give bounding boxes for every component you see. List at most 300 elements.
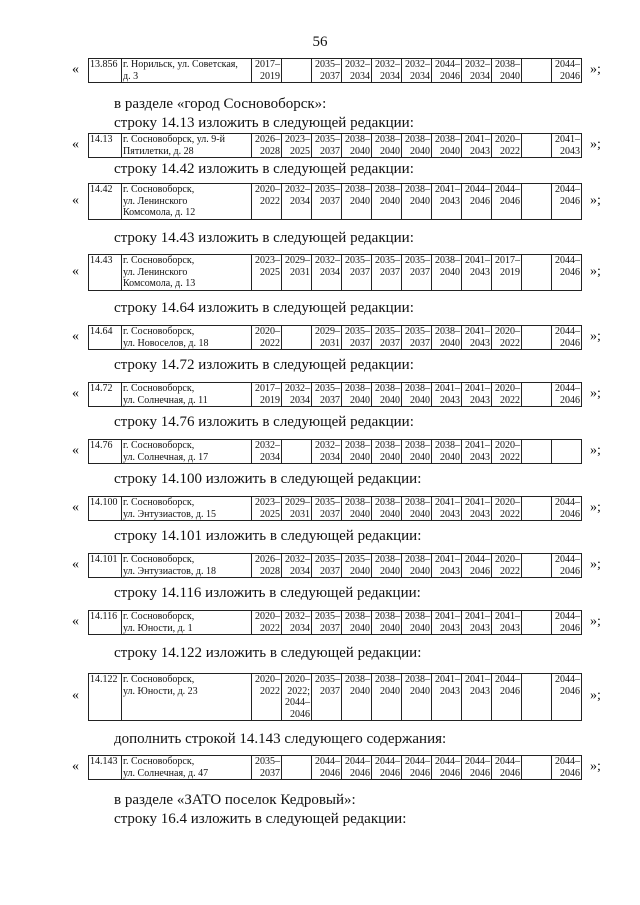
- period-part: 2020–: [255, 611, 280, 622]
- period-part: 2040: [410, 451, 430, 463]
- period-cell: [312, 554, 342, 578]
- period-part: 2041–: [495, 611, 520, 622]
- period-cell: [492, 383, 522, 407]
- period-cell: [552, 497, 582, 521]
- period-part: 2040: [410, 394, 430, 406]
- period-part: 2025: [260, 508, 280, 520]
- period-part: 2022: [500, 337, 520, 349]
- period-part: 2038–: [405, 134, 430, 145]
- period-part: 2040: [380, 195, 400, 207]
- closing-quote: »;: [590, 385, 601, 401]
- period-part: 2046: [560, 767, 580, 779]
- period-cell: [552, 59, 582, 83]
- closing-quote: »;: [590, 613, 601, 629]
- address-line: г. Сосновоборск, ул. 9-й: [123, 134, 225, 145]
- period-part: 2043: [470, 266, 490, 278]
- address-line: г. Сосновоборск,: [123, 554, 195, 565]
- period-cell: [492, 611, 522, 635]
- period-cell: [432, 255, 462, 291]
- period-cell: [492, 326, 522, 350]
- period-cell: [402, 59, 432, 83]
- period-part: 2044–: [555, 383, 580, 394]
- table-row: [89, 255, 582, 291]
- address-line: ул. Солнечная, д. 47: [123, 767, 209, 779]
- period-part: 2037: [320, 508, 340, 520]
- period-cell: [312, 674, 342, 721]
- period-cell: [372, 554, 402, 578]
- amendment-table: [88, 133, 582, 158]
- period-part: 2038–: [405, 383, 430, 394]
- address-line: ул. Энтузиастов, д. 18: [123, 565, 216, 577]
- period-part: 2028: [260, 565, 280, 577]
- period-part: 2034: [380, 70, 400, 82]
- period-part: 2043: [470, 685, 490, 697]
- period-part: 2046: [500, 685, 520, 697]
- period-part: 2017–: [255, 383, 280, 394]
- address-cell: [122, 554, 252, 578]
- period-part: 2020–: [495, 440, 520, 451]
- period-part: 2017–: [255, 59, 280, 70]
- period-part: 2031: [290, 266, 310, 278]
- period-part: 2040: [410, 145, 430, 157]
- period-part: 2040: [410, 508, 430, 520]
- period-part: 2038–: [345, 440, 370, 451]
- period-cell: [462, 674, 492, 721]
- period-part: 2038–: [345, 184, 370, 195]
- period-part: 2034: [320, 266, 340, 278]
- period-part: 2022: [500, 394, 520, 406]
- period-part: 2038–: [375, 674, 400, 685]
- amendment-table: [88, 610, 582, 635]
- period-part: 2038–: [375, 497, 400, 508]
- period-part: 2040: [350, 451, 370, 463]
- closing-quote: »;: [590, 556, 601, 572]
- address-line: Пятилетки, д. 28: [123, 145, 194, 157]
- period-cell: [252, 756, 282, 780]
- instruction-text: строку 14.13 изложить в следующей редакции:: [114, 115, 414, 131]
- period-part: 2046: [350, 767, 370, 779]
- amendment-table: [88, 439, 582, 464]
- period-cell: [402, 611, 432, 635]
- amendment-table: [88, 254, 582, 291]
- period-part: 2040: [410, 685, 430, 697]
- period-cell: [312, 611, 342, 635]
- period-part: 2037: [380, 266, 400, 278]
- amendment-table: [88, 553, 582, 578]
- period-part: 2026–: [255, 554, 280, 565]
- period-cell: [522, 134, 552, 158]
- period-part: 2044–: [555, 554, 580, 565]
- opening-quote: «: [72, 136, 79, 152]
- period-part: 2022;: [287, 685, 310, 697]
- period-part: 2046: [290, 708, 310, 720]
- period-part: 2034: [320, 451, 340, 463]
- period-part: 2034: [470, 70, 490, 82]
- period-part: 2037: [320, 195, 340, 207]
- period-part: 2035–: [315, 134, 340, 145]
- period-cell: [402, 756, 432, 780]
- address-cell: [122, 756, 252, 780]
- instruction-text: дополнить строкой 14.143 следующего содержания:: [114, 731, 447, 747]
- period-part: 2044–: [555, 611, 580, 622]
- period-part: 2040: [380, 508, 400, 520]
- period-part: 2038–: [435, 326, 460, 337]
- period-cell: [522, 326, 552, 350]
- address-line: г. Сосновоборск,: [123, 674, 195, 685]
- period-cell: [342, 440, 372, 464]
- period-part: 2035–: [345, 255, 370, 266]
- period-part: 2034: [290, 394, 310, 406]
- period-part: 2032–: [255, 440, 280, 451]
- period-part: 2038–: [405, 554, 430, 565]
- period-cell: [312, 184, 342, 220]
- period-part: 2035–: [405, 255, 430, 266]
- opening-quote: «: [72, 758, 79, 774]
- row-number: 14.116: [89, 611, 122, 635]
- instruction-text: строку 14.116 изложить в следующей редакции:: [114, 585, 421, 601]
- closing-quote: »;: [590, 136, 601, 152]
- period-part: 2025: [260, 266, 280, 278]
- period-cell: [342, 59, 372, 83]
- period-part: 2020–: [495, 383, 520, 394]
- period-part: 2040: [350, 565, 370, 577]
- period-cell: [462, 554, 492, 578]
- period-part: 2031: [290, 508, 310, 520]
- period-part: 2023–: [255, 255, 280, 266]
- opening-quote: «: [72, 442, 79, 458]
- period-cell: [432, 134, 462, 158]
- period-part: 2046: [560, 622, 580, 634]
- period-cell: [432, 184, 462, 220]
- address-line: г. Сосновоборск,: [123, 497, 195, 508]
- period-part: 2046: [560, 565, 580, 577]
- period-part: 2038–: [405, 611, 430, 622]
- opening-quote: «: [72, 385, 79, 401]
- period-part: 2037: [410, 266, 430, 278]
- period-part: 2041–: [435, 554, 460, 565]
- period-part: 2046: [560, 337, 580, 349]
- address-line: г. Сосновоборск,: [123, 326, 195, 337]
- period-part: 2034: [350, 70, 370, 82]
- period-part: 2035–: [345, 554, 370, 565]
- address-cell: [122, 59, 252, 83]
- period-part: 2037: [320, 685, 340, 697]
- period-part: 2032–: [315, 440, 340, 451]
- period-part: 2043: [440, 394, 460, 406]
- period-cell: [252, 383, 282, 407]
- period-part: 2035–: [315, 383, 340, 394]
- address-cell: [122, 611, 252, 635]
- period-part: 2041–: [435, 383, 460, 394]
- period-part: 2043: [470, 622, 490, 634]
- period-part: 2046: [320, 767, 340, 779]
- period-part: 2038–: [435, 255, 460, 266]
- period-cell: [282, 184, 312, 220]
- table-row: [89, 59, 582, 83]
- period-part: 2038–: [375, 184, 400, 195]
- address-line: г. Сосновоборск,: [123, 255, 195, 266]
- closing-quote: »;: [590, 442, 601, 458]
- amendment-table: [88, 58, 582, 83]
- period-part: 2043: [560, 145, 580, 157]
- period-part: 2020–: [285, 674, 310, 685]
- period-cell: [402, 554, 432, 578]
- period-part: 2041–: [435, 611, 460, 622]
- period-cell: [522, 554, 552, 578]
- period-part: 2023–: [285, 134, 310, 145]
- period-cell: [432, 440, 462, 464]
- period-cell: [432, 497, 462, 521]
- period-cell: [552, 440, 582, 464]
- address-line: ул. Ленинского: [123, 266, 188, 278]
- instruction-text: строку 14.100 изложить в следующей редакции:: [114, 471, 422, 487]
- period-cell: [402, 134, 432, 158]
- period-part: 2029–: [285, 497, 310, 508]
- period-cell: [432, 554, 462, 578]
- period-cell: [342, 554, 372, 578]
- address-line: ул. Ленинского: [123, 195, 188, 207]
- period-part: 2038–: [375, 611, 400, 622]
- instruction-text: строку 16.4 изложить в следующей редакции:: [114, 811, 407, 827]
- period-cell: [552, 554, 582, 578]
- period-part: 2019: [500, 266, 520, 278]
- period-cell: [552, 184, 582, 220]
- period-part: 2032–: [375, 59, 400, 70]
- period-cell: [282, 59, 312, 83]
- period-part: 2035–: [255, 756, 280, 767]
- period-part: 2046: [560, 685, 580, 697]
- address-line: д. 3: [123, 70, 139, 82]
- opening-quote: «: [72, 613, 79, 629]
- period-part: 2034: [290, 195, 310, 207]
- address-line: ул. Солнечная, д. 11: [123, 394, 208, 406]
- period-part: 2038–: [345, 383, 370, 394]
- period-cell: [522, 756, 552, 780]
- period-cell: [552, 326, 582, 350]
- period-part: 2046: [560, 508, 580, 520]
- period-part: 2038–: [375, 554, 400, 565]
- period-part: 2020–: [495, 497, 520, 508]
- period-part: 2040: [440, 337, 460, 349]
- period-part: 2040: [350, 508, 370, 520]
- period-cell: [252, 184, 282, 220]
- period-cell: [492, 134, 522, 158]
- period-part: 2046: [440, 70, 460, 82]
- period-part: 2043: [500, 622, 520, 634]
- period-cell: [312, 756, 342, 780]
- period-part: 2034: [410, 70, 430, 82]
- period-part: 2022: [500, 145, 520, 157]
- period-part: 2038–: [405, 440, 430, 451]
- period-part: 2041–: [435, 497, 460, 508]
- period-cell: [372, 59, 402, 83]
- period-part: 2044–: [435, 59, 460, 70]
- period-part: 2040: [350, 145, 370, 157]
- period-cell: [402, 383, 432, 407]
- period-cell: [522, 184, 552, 220]
- address-line: ул. Юности, д. 1: [123, 622, 193, 634]
- period-part: 2020–: [255, 184, 280, 195]
- period-cell: [522, 383, 552, 407]
- period-part: 2040: [380, 622, 400, 634]
- period-part: 2020–: [495, 134, 520, 145]
- period-part: 2046: [440, 767, 460, 779]
- period-part: 2046: [410, 767, 430, 779]
- instruction-text: строку 14.72 изложить в следующей редакции:: [114, 357, 414, 373]
- address-line: г. Сосновоборск,: [123, 440, 195, 451]
- period-part: 2041–: [465, 674, 490, 685]
- period-part: 2046: [500, 195, 520, 207]
- period-cell: [252, 497, 282, 521]
- period-cell: [312, 497, 342, 521]
- period-part: 2038–: [405, 184, 430, 195]
- period-part: 2035–: [315, 674, 340, 685]
- period-part: 2040: [380, 145, 400, 157]
- opening-quote: «: [72, 61, 79, 77]
- period-cell: [522, 440, 552, 464]
- address-cell: [122, 255, 252, 291]
- period-part: 2044–: [345, 756, 370, 767]
- instruction-text: строку 14.64 изложить в следующей редакции:: [114, 300, 414, 316]
- closing-quote: »;: [590, 499, 601, 515]
- period-part: 2034: [260, 451, 280, 463]
- period-cell: [552, 756, 582, 780]
- period-cell: [372, 134, 402, 158]
- closing-quote: »;: [590, 328, 601, 344]
- address-line: г. Сосновоборск,: [123, 756, 195, 767]
- amendment-table: [88, 673, 582, 721]
- period-cell: [432, 611, 462, 635]
- period-part: 2040: [440, 145, 460, 157]
- amendment-table: [88, 382, 582, 407]
- period-part: 2044–: [495, 184, 520, 195]
- opening-quote: «: [72, 263, 79, 279]
- period-cell: [402, 184, 432, 220]
- address-cell: [122, 497, 252, 521]
- amendment-table: [88, 183, 582, 220]
- period-part: 2026–: [255, 134, 280, 145]
- period-part: 2040: [440, 266, 460, 278]
- period-part: 2035–: [315, 611, 340, 622]
- period-part: 2040: [410, 622, 430, 634]
- period-part: 2038–: [495, 59, 520, 70]
- address-cell: [122, 326, 252, 350]
- period-cell: [462, 611, 492, 635]
- period-cell: [342, 756, 372, 780]
- period-part: 2041–: [465, 440, 490, 451]
- period-cell: [552, 611, 582, 635]
- period-cell: [522, 611, 552, 635]
- address-line: г. Норильск, ул. Советская,: [123, 59, 238, 70]
- period-cell: [342, 326, 372, 350]
- period-part: 2035–: [315, 497, 340, 508]
- opening-quote: «: [72, 556, 79, 572]
- period-part: 2032–: [285, 383, 310, 394]
- period-cell: [492, 184, 522, 220]
- period-part: 2037: [320, 70, 340, 82]
- period-part: 2044–: [555, 756, 580, 767]
- address-line: ул. Юности, д. 23: [123, 685, 198, 697]
- period-part: 2044–: [555, 326, 580, 337]
- period-part: 2020–: [255, 674, 280, 685]
- period-part: 2044–: [495, 674, 520, 685]
- period-cell: [252, 326, 282, 350]
- period-part: 2038–: [375, 440, 400, 451]
- period-cell: [462, 59, 492, 83]
- period-cell: [282, 611, 312, 635]
- period-part: 2029–: [315, 326, 340, 337]
- table-row: [89, 611, 582, 635]
- period-part: 2041–: [465, 383, 490, 394]
- period-part: 2037: [320, 394, 340, 406]
- period-part: 2043: [440, 565, 460, 577]
- period-cell: [372, 756, 402, 780]
- period-cell: [492, 440, 522, 464]
- period-cell: [282, 497, 312, 521]
- period-part: 2046: [560, 195, 580, 207]
- period-part: 2038–: [435, 134, 460, 145]
- period-cell: [402, 497, 432, 521]
- period-part: 2044–: [465, 554, 490, 565]
- period-cell: [552, 383, 582, 407]
- period-part: 2022: [260, 195, 280, 207]
- period-cell: [372, 184, 402, 220]
- period-cell: [312, 134, 342, 158]
- period-cell: [342, 184, 372, 220]
- period-cell: [312, 440, 342, 464]
- period-cell: [282, 134, 312, 158]
- period-part: 2040: [380, 685, 400, 697]
- period-part: 2037: [320, 622, 340, 634]
- period-part: 2038–: [375, 134, 400, 145]
- period-part: 2019: [260, 70, 280, 82]
- period-part: 2040: [380, 394, 400, 406]
- period-part: 2044–: [435, 756, 460, 767]
- period-cell: [492, 674, 522, 721]
- period-cell: [342, 611, 372, 635]
- table-row: [89, 756, 582, 780]
- instruction-text: строку 14.43 изложить в следующей редакции:: [114, 230, 414, 246]
- period-cell: [462, 440, 492, 464]
- period-part: 2035–: [315, 59, 340, 70]
- period-part: 2044–: [495, 756, 520, 767]
- period-part: 2041–: [465, 255, 490, 266]
- period-part: 2041–: [465, 497, 490, 508]
- closing-quote: »;: [590, 61, 601, 77]
- period-part: 2043: [440, 685, 460, 697]
- period-part: 2046: [560, 394, 580, 406]
- period-part: 2044–: [555, 184, 580, 195]
- period-cell: [552, 674, 582, 721]
- period-part: 2022: [260, 685, 280, 697]
- address-cell: [122, 383, 252, 407]
- address-line: г. Сосновоборск,: [123, 383, 195, 394]
- period-part: 2041–: [435, 184, 460, 195]
- period-part: 2035–: [375, 255, 400, 266]
- table-row: [89, 674, 582, 721]
- period-part: 2040: [410, 195, 430, 207]
- row-number: 14.76: [89, 440, 122, 464]
- row-number: 14.72: [89, 383, 122, 407]
- period-part: 2038–: [405, 497, 430, 508]
- instruction-text: в разделе «город Сосновоборск»:: [114, 96, 327, 112]
- period-part: 2038–: [345, 674, 370, 685]
- period-cell: [252, 59, 282, 83]
- period-part: 2046: [470, 565, 490, 577]
- address-line: г. Сосновоборск,: [123, 611, 195, 622]
- period-part: 2044–: [465, 184, 490, 195]
- instruction-text: строку 14.122 изложить в следующей редакции:: [114, 645, 422, 661]
